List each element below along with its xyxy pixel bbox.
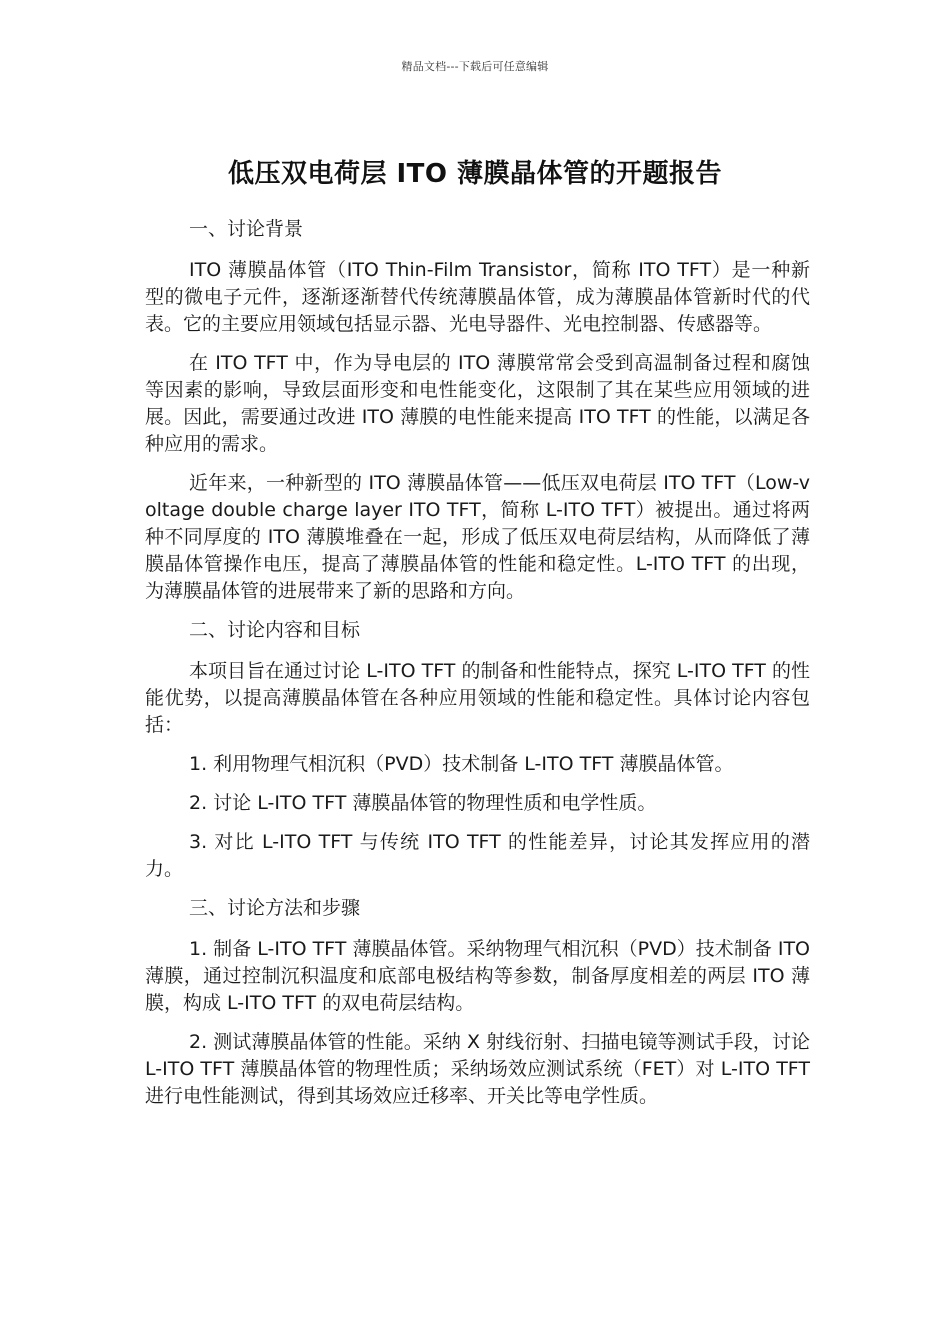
- document-title: 低压双电荷层 ITO 薄膜晶体管的开题报告: [227, 159, 723, 190]
- list-item-content-1: 1. 利用物理气相沉积（PVD）技术制备 L-ITO TFT 薄膜晶体管。: [189, 753, 734, 775]
- list-item-method-1: 1. 制备 L-ITO TFT 薄膜晶体管。采纳物理气相沉积（PVD）技术制备 ITO 薄膜，通过控制沉积温度和底部电极结构等参数，制备厚度相差的两层 ITO 薄膜，构成 L-ITO TFT 的双电荷层结构。: [145, 938, 810, 1014]
- paragraph-content-intro: 本项目旨在通过讨论 L-ITO TFT 的制备和性能特点，探究 L-ITO TFT 的性能优势，以提高薄膜晶体管在各种应用领域的性能和稳定性。具体讨论内容包括：: [145, 660, 810, 736]
- section-heading-methods: 三、讨论方法和步骤: [189, 897, 361, 919]
- list-item-content-3: 3. 对比 L-ITO TFT 与传统 ITO TFT 的性能差异，讨论其发挥应用的潜力。: [145, 831, 810, 880]
- section-heading-content-goals: 二、讨论内容和目标: [189, 619, 361, 641]
- section-heading-background: 一、讨论背景: [189, 218, 304, 240]
- document-body: [145, 214, 810, 1122]
- paragraph-background-3: 近年来，一种新型的 ITO 薄膜晶体管——低压双电荷层 ITO TFT（Low-voltage double charge layer ITO TFT，简称 L-ITO TFT）被提出。通过将两种不同厚度的 ITO 薄膜堆叠在一起，形成了低压双电荷层结构，从而降低了薄膜晶体管操作电压，提高了薄膜晶体管的性能和稳定性。L-ITO TFT 的出现，为薄膜晶体管的进展带来了新的思路和方向。: [145, 472, 810, 602]
- paragraph-background-1: ITO 薄膜晶体管（ITO Thin-Film Transistor，简称 ITO TFT）是一种新型的微电子元件，逐渐逐渐替代传统薄膜晶体管，成为薄膜晶体管新时代的代表。它的主要应用领域包括显示器、光电导器件、光电控制器、传感器等。: [145, 259, 810, 335]
- paragraph-background-2: 在 ITO TFT 中，作为导电层的 ITO 薄膜常常会受到高温制备过程和腐蚀等因素的影响，导致层面形变和电性能变化，这限制了其在某些应用领域的进展。因此，需要通过改进 ITO 薄膜的电性能来提高 ITO TFT 的性能，以满足各种应用的需求。: [145, 352, 810, 455]
- header-note: 精品文档---下载后可任意编辑: [401, 60, 549, 73]
- list-item-method-2: 2. 测试薄膜晶体管的性能。采纳 X 射线衍射、扫描电镜等测试手段，讨论 L-ITO TFT 薄膜晶体管的物理性质；采纳场效应测试系统（FET）对 L-ITO TFT 进行电性能测试，得到其场效应迁移率、开关比等电学性质。: [145, 1031, 810, 1107]
- list-item-content-2: 2. 讨论 L-ITO TFT 薄膜晶体管的物理性质和电学性质。: [189, 792, 657, 814]
